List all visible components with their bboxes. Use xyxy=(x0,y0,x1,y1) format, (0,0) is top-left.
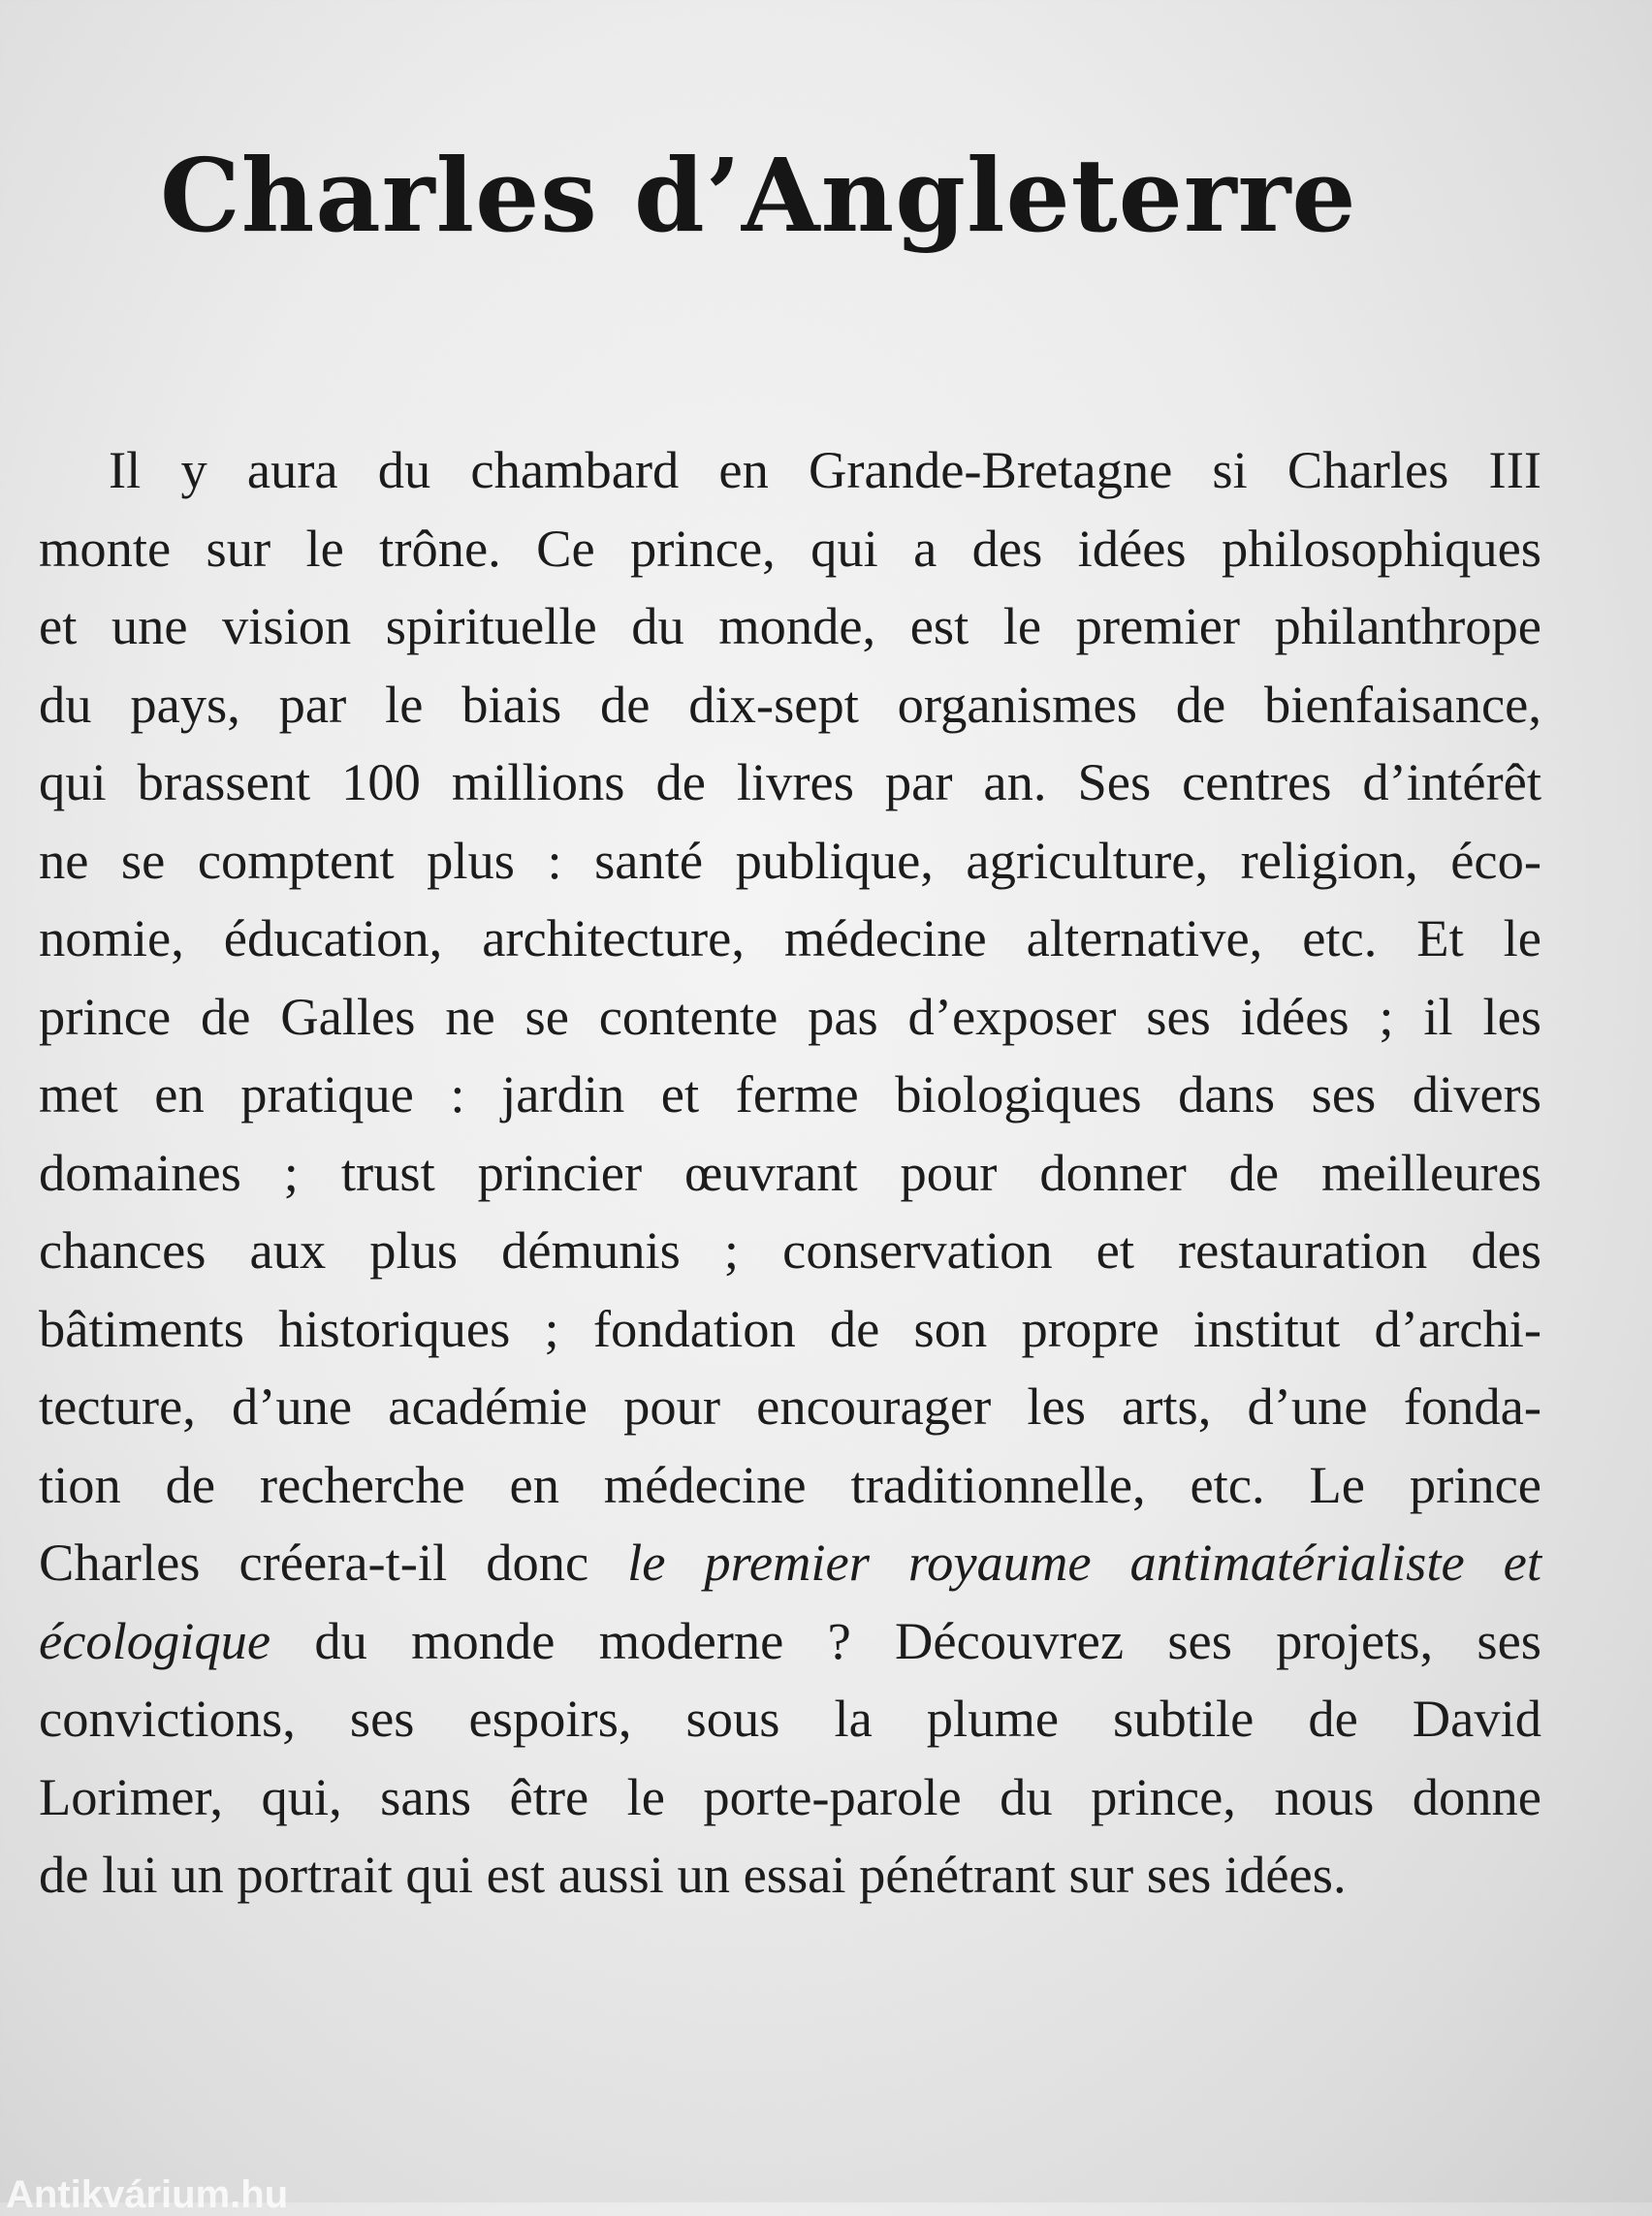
book-thesis-italic-end: écologique xyxy=(39,1610,271,1670)
text-line xyxy=(39,1524,1541,1602)
text-line: de lui un portrait qui est aussi un essai pénétrant sur ses idées. xyxy=(39,1845,1347,1904)
text-line: convictions, ses espoirs, sous la plume subtile de David xyxy=(39,1689,1541,1748)
text-line: du pays, par le biais de dix-sept organismes de bienfaisance, xyxy=(39,674,1541,734)
page-title: Charles d’Angleterre xyxy=(160,136,1357,255)
text-line: chances aux plus démunis ; conservation et restauration des xyxy=(39,1220,1541,1280)
text-line: qui brassent 100 millions de livres par an. Ses centres d’intérêt xyxy=(39,752,1541,811)
text-line: prince de Galles ne se contente pas d’exposer ses idées ; il les xyxy=(39,986,1541,1046)
text-line xyxy=(39,1602,1541,1681)
text-line: Lorimer, qui, sans être le porte-parole du prince, nous donne xyxy=(39,1766,1541,1826)
blurb-paragraph xyxy=(39,431,1541,1915)
book-thesis-italic: le premier royaume antimatérialiste et xyxy=(627,1533,1541,1592)
text-line: ne se comptent plus : santé publique, agriculture, religion, éco- xyxy=(39,830,1541,890)
text-line: et une vision spirituelle du monde, est le premier philanthrope xyxy=(39,596,1541,655)
text-line: tion de recherche en médecine traditionnelle, etc. Le prince xyxy=(39,1454,1541,1514)
text-roman: du monde moderne ? Découvrez ses projets, ses xyxy=(270,1610,1541,1670)
watermark: Antikvárium.hu xyxy=(6,2173,289,2216)
text-line: domaines ; trust princier œuvrant pour donner de meilleures xyxy=(39,1142,1541,1202)
text-line: tecture, d’une académie pour encourager les arts, d’une fonda- xyxy=(39,1377,1541,1436)
text-line: bâtiments historiques ; fondation de son propre institut d’archi- xyxy=(39,1298,1541,1358)
text-line: monte sur le trône. Ce prince, qui a des idées philosophiques xyxy=(39,518,1541,578)
text-line: Il y aura du chambard en Grande-Bretagne si Charles III xyxy=(109,440,1541,499)
text-line: met en pratique : jardin et ferme biologiques dans ses divers xyxy=(39,1064,1541,1124)
text-roman: Charles créera-t-il donc xyxy=(39,1533,628,1592)
text-line: nomie, éducation, architecture, médecine alternative, etc. Et le xyxy=(39,908,1541,967)
